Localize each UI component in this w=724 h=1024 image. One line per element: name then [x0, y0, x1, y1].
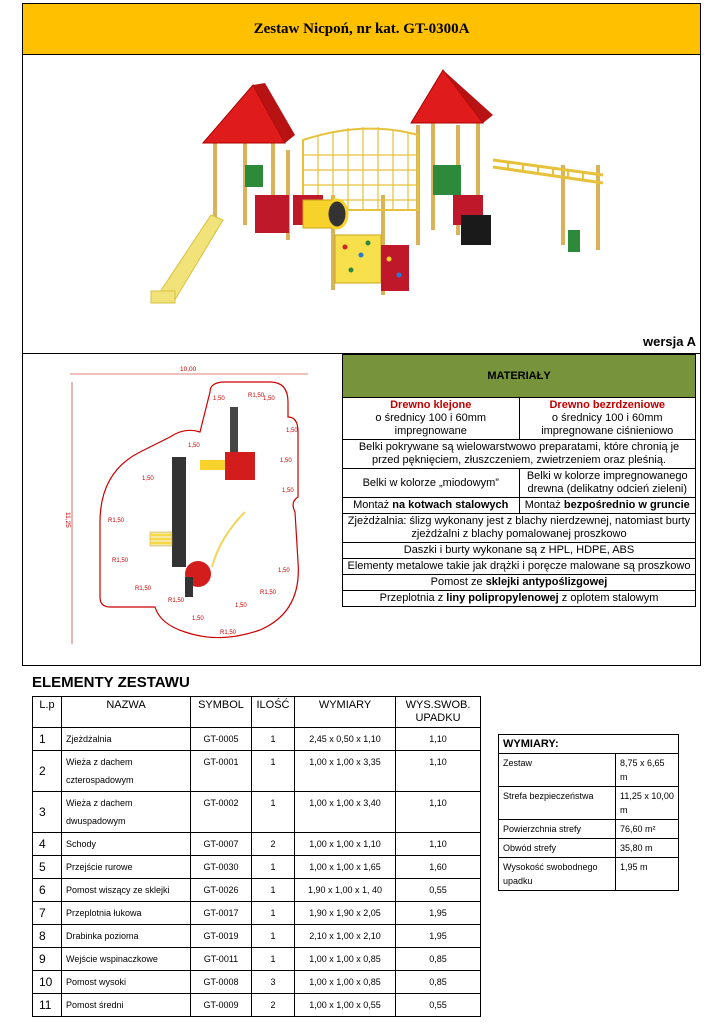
title-text: Zestaw Nicpoń, nr kat. GT-0300A — [253, 20, 470, 37]
cell-dims: 1,90 x 1,90 x 2,05 — [295, 902, 396, 925]
plan-label: 1,50 — [280, 458, 292, 464]
cell-symbol: GT-0026 — [191, 879, 252, 902]
cell-symbol: GT-0017 — [191, 902, 252, 925]
cell-lp: 9 — [33, 948, 62, 971]
plan-label: 1,50 — [282, 488, 294, 494]
mount-ground-prefix: Montaż — [524, 499, 564, 511]
plan-width-label: 10,00 — [180, 366, 197, 373]
plan-label: R1,50 — [108, 518, 125, 524]
cell-qty: 2 — [252, 833, 295, 856]
dimension-row — [499, 787, 679, 820]
cell-name: Przeplotnia łukowa — [62, 902, 191, 925]
cell-qty: 1 — [252, 751, 295, 792]
cell-fall: 0,55 — [396, 994, 481, 1017]
cell-lp: 11 — [33, 994, 62, 1017]
cell-symbol: GT-0019 — [191, 925, 252, 948]
mount-anchors — [343, 498, 520, 514]
dimensions-header: WYMIARY: — [499, 735, 679, 754]
dimension-label: Powierzchnia strefy — [499, 820, 616, 839]
cell-dims: 1,00 x 1,00 x 1,65 — [295, 856, 396, 879]
cell-lp: 5 — [33, 856, 62, 879]
dimension-label: Obwód strefy — [499, 839, 616, 858]
mount-anchors-prefix: Montaż — [353, 499, 393, 511]
table-row — [33, 971, 481, 994]
cell-dims: 1,00 x 1,00 x 0,85 — [295, 948, 396, 971]
cell-lp: 2 — [33, 751, 62, 792]
slide-info: Zjeżdżalnia: ślizg wykonany jest z blachy nierdzewnej, natomiast burty zjeżdżalni z blachy pomalowanej proszkowo — [343, 514, 696, 543]
cell-fall: 0,85 — [396, 948, 481, 971]
dimension-value: 8,75 x 6,65 m — [616, 754, 679, 787]
table-row — [33, 751, 481, 792]
cell-name: Wieża z dachem czterospadowym — [62, 751, 191, 792]
table-row — [33, 792, 481, 833]
cell-qty: 1 — [252, 902, 295, 925]
dimension-value: 35,80 m — [616, 839, 679, 858]
cell-dims: 1,00 x 1,00 x 1,10 — [295, 833, 396, 856]
cell-name: Zjeżdżalnia — [62, 728, 191, 751]
col-header: SYMBOL — [191, 697, 252, 728]
cell-fall: 0,85 — [396, 971, 481, 994]
dimension-row — [499, 820, 679, 839]
boards-info: Daszki i burty wykonane są z HPL, HDPE, ABS — [343, 543, 696, 559]
plan-label: 1,50 — [235, 603, 247, 609]
cell-fall: 1,10 — [396, 751, 481, 792]
cell-qty: 3 — [252, 971, 295, 994]
table-row — [33, 879, 481, 902]
elements-section-title: ELEMENTY ZESTAWU — [32, 674, 190, 691]
cell-symbol: GT-0002 — [191, 792, 252, 833]
cell-lp: 7 — [33, 902, 62, 925]
cell-symbol: GT-0030 — [191, 856, 252, 879]
cell-symbol: GT-0008 — [191, 971, 252, 994]
product-photo-frame — [22, 55, 701, 354]
material-1-title: Drewno klejone — [390, 399, 472, 411]
mount-ground — [519, 498, 696, 514]
net-suffix: z oplotem stalowym — [558, 592, 659, 604]
cell-qty: 2 — [252, 994, 295, 1017]
col-header: NAZWA — [62, 697, 191, 728]
table-row — [33, 925, 481, 948]
cell-dims: 1,00 x 1,00 x 3,35 — [295, 751, 396, 792]
cell-qty: 1 — [252, 728, 295, 751]
cell-fall: 0,55 — [396, 879, 481, 902]
cell-name: Wejście wspinaczkowe — [62, 948, 191, 971]
platform-prefix: Pomost ze — [430, 576, 486, 588]
cell-qty: 1 — [252, 792, 295, 833]
dimension-row — [499, 858, 679, 891]
elements-table — [32, 696, 481, 1017]
plan-label: R1,50 — [260, 590, 277, 596]
dimension-value: 11,25 x 10,00 m — [616, 787, 679, 820]
cell-qty: 1 — [252, 925, 295, 948]
cell-name: Wieża z dachem dwuspadowym — [62, 792, 191, 833]
col-header: WYS.SWOB. UPADKU — [396, 697, 481, 728]
table-row — [33, 994, 481, 1017]
plan-label: R1,50 — [135, 586, 152, 592]
cell-name: Schody — [62, 833, 191, 856]
cell-fall: 1,10 — [396, 728, 481, 751]
dimension-label: Wysokość swobodnego upadku — [499, 858, 616, 891]
beams-info: Belki pokrywane są wielowarstwowo preparatami, które chronią je przed pęknięciem, złuszczeniem, zwietrzeniem oraz pleśnią. — [343, 440, 696, 469]
playground-illustration — [23, 55, 700, 353]
dimension-value: 1,95 m — [616, 858, 679, 891]
cell-lp: 3 — [33, 792, 62, 833]
cell-symbol: GT-0007 — [191, 833, 252, 856]
cell-fall: 1,10 — [396, 792, 481, 833]
net-prefix: Przeplotnia z — [379, 592, 447, 604]
cell-fall: 1,60 — [396, 856, 481, 879]
mount-ground-bold: bezpośrednio w gruncie — [563, 499, 690, 511]
metal-info: Elementy metalowe takie jak drążki i poręcze malowane są proszkowo — [343, 559, 696, 575]
dimension-label: Strefa bezpieczeństwa — [499, 787, 616, 820]
plan-label: 1,50 — [142, 476, 154, 482]
cell-dims: 1,00 x 1,00 x 3,40 — [295, 792, 396, 833]
cell-fall: 1,95 — [396, 925, 481, 948]
plan-height-label: 11,25 — [64, 512, 71, 528]
cell-dims: 1,90 x 1,00 x 1, 40 — [295, 879, 396, 902]
cell-name: Przejście rurowe — [62, 856, 191, 879]
table-row — [33, 833, 481, 856]
cell-lp: 8 — [33, 925, 62, 948]
table-row — [33, 948, 481, 971]
plan-label: R1,50 — [248, 393, 265, 399]
cell-symbol: GT-0009 — [191, 994, 252, 1017]
materials-header: MATERIAŁY — [343, 355, 696, 398]
cell-name: Drabinka pozioma — [62, 925, 191, 948]
beams-color-honey: Belki w kolorze „miodowym” — [343, 469, 520, 498]
cell-qty: 1 — [252, 879, 295, 902]
cell-symbol: GT-0001 — [191, 751, 252, 792]
material-2-title: Drewno bezrdzeniowe — [549, 399, 666, 411]
plan-label: 1,50 — [263, 396, 275, 402]
cell-symbol: GT-0011 — [191, 948, 252, 971]
col-header: WYMIARY — [295, 697, 396, 728]
plan-label: 1,50 — [188, 443, 200, 449]
cell-qty: 1 — [252, 948, 295, 971]
plan-label: 1,50 — [192, 616, 204, 622]
beams-color-green: Belki w kolorze impregnowanego drewna (delikatny odcień zieleni) — [519, 469, 696, 498]
cell-lp: 6 — [33, 879, 62, 902]
dimension-value: 76,60 m² — [616, 820, 679, 839]
plan-label: R1,50 — [112, 558, 129, 564]
plan-label: 1,50 — [213, 396, 225, 402]
cell-dims: 1,00 x 1,00 x 0,55 — [295, 994, 396, 1017]
dimension-row — [499, 754, 679, 787]
material-2-text: o średnicy 100 i 60mm impregnowane ciśnieniowo — [541, 412, 674, 437]
cell-fall: 1,95 — [396, 902, 481, 925]
platform-bold: sklejki antypoślizgowej — [485, 576, 608, 588]
mount-anchors-bold: na kotwach stalowych — [392, 499, 509, 511]
cell-name: Pomost wysoki — [62, 971, 191, 994]
cell-dims: 2,45 x 0,50 x 1,10 — [295, 728, 396, 751]
plan-label: 1,50 — [286, 428, 298, 434]
table-row — [33, 728, 481, 751]
cell-lp: 1 — [33, 728, 62, 751]
materials-table — [342, 354, 696, 607]
plan-label: R1,50 — [168, 598, 185, 604]
page-title — [22, 3, 701, 55]
cell-fall: 1,10 — [396, 833, 481, 856]
cell-dims: 1,00 x 1,00 x 0,85 — [295, 971, 396, 994]
cell-symbol: GT-0005 — [191, 728, 252, 751]
plan-label: R1,50 — [220, 630, 237, 636]
cell-lp: 4 — [33, 833, 62, 856]
material-1-text: o średnicy 100 i 60mm impregnowane — [375, 412, 487, 437]
dimensions-table — [498, 734, 679, 891]
cell-dims: 2,10 x 1,00 x 2,10 — [295, 925, 396, 948]
dimension-label: Zestaw — [499, 754, 616, 787]
table-row — [33, 856, 481, 879]
cell-name: Pomost wiszący ze sklejki — [62, 879, 191, 902]
plan-label: 1,50 — [278, 568, 290, 574]
platform-info — [343, 575, 696, 591]
cell-lp: 10 — [33, 971, 62, 994]
cell-name: Pomost średni — [62, 994, 191, 1017]
table-row — [33, 902, 481, 925]
cell-qty: 1 — [252, 856, 295, 879]
col-header: L.p — [33, 697, 62, 728]
net-info — [343, 591, 696, 607]
col-header: ILOŚĆ — [252, 697, 295, 728]
safety-zone-plan — [60, 362, 316, 656]
site-plan — [60, 362, 316, 656]
version-label: wersja A — [643, 334, 696, 349]
dimension-row — [499, 839, 679, 858]
net-bold: liny polipropylenowej — [446, 592, 559, 604]
